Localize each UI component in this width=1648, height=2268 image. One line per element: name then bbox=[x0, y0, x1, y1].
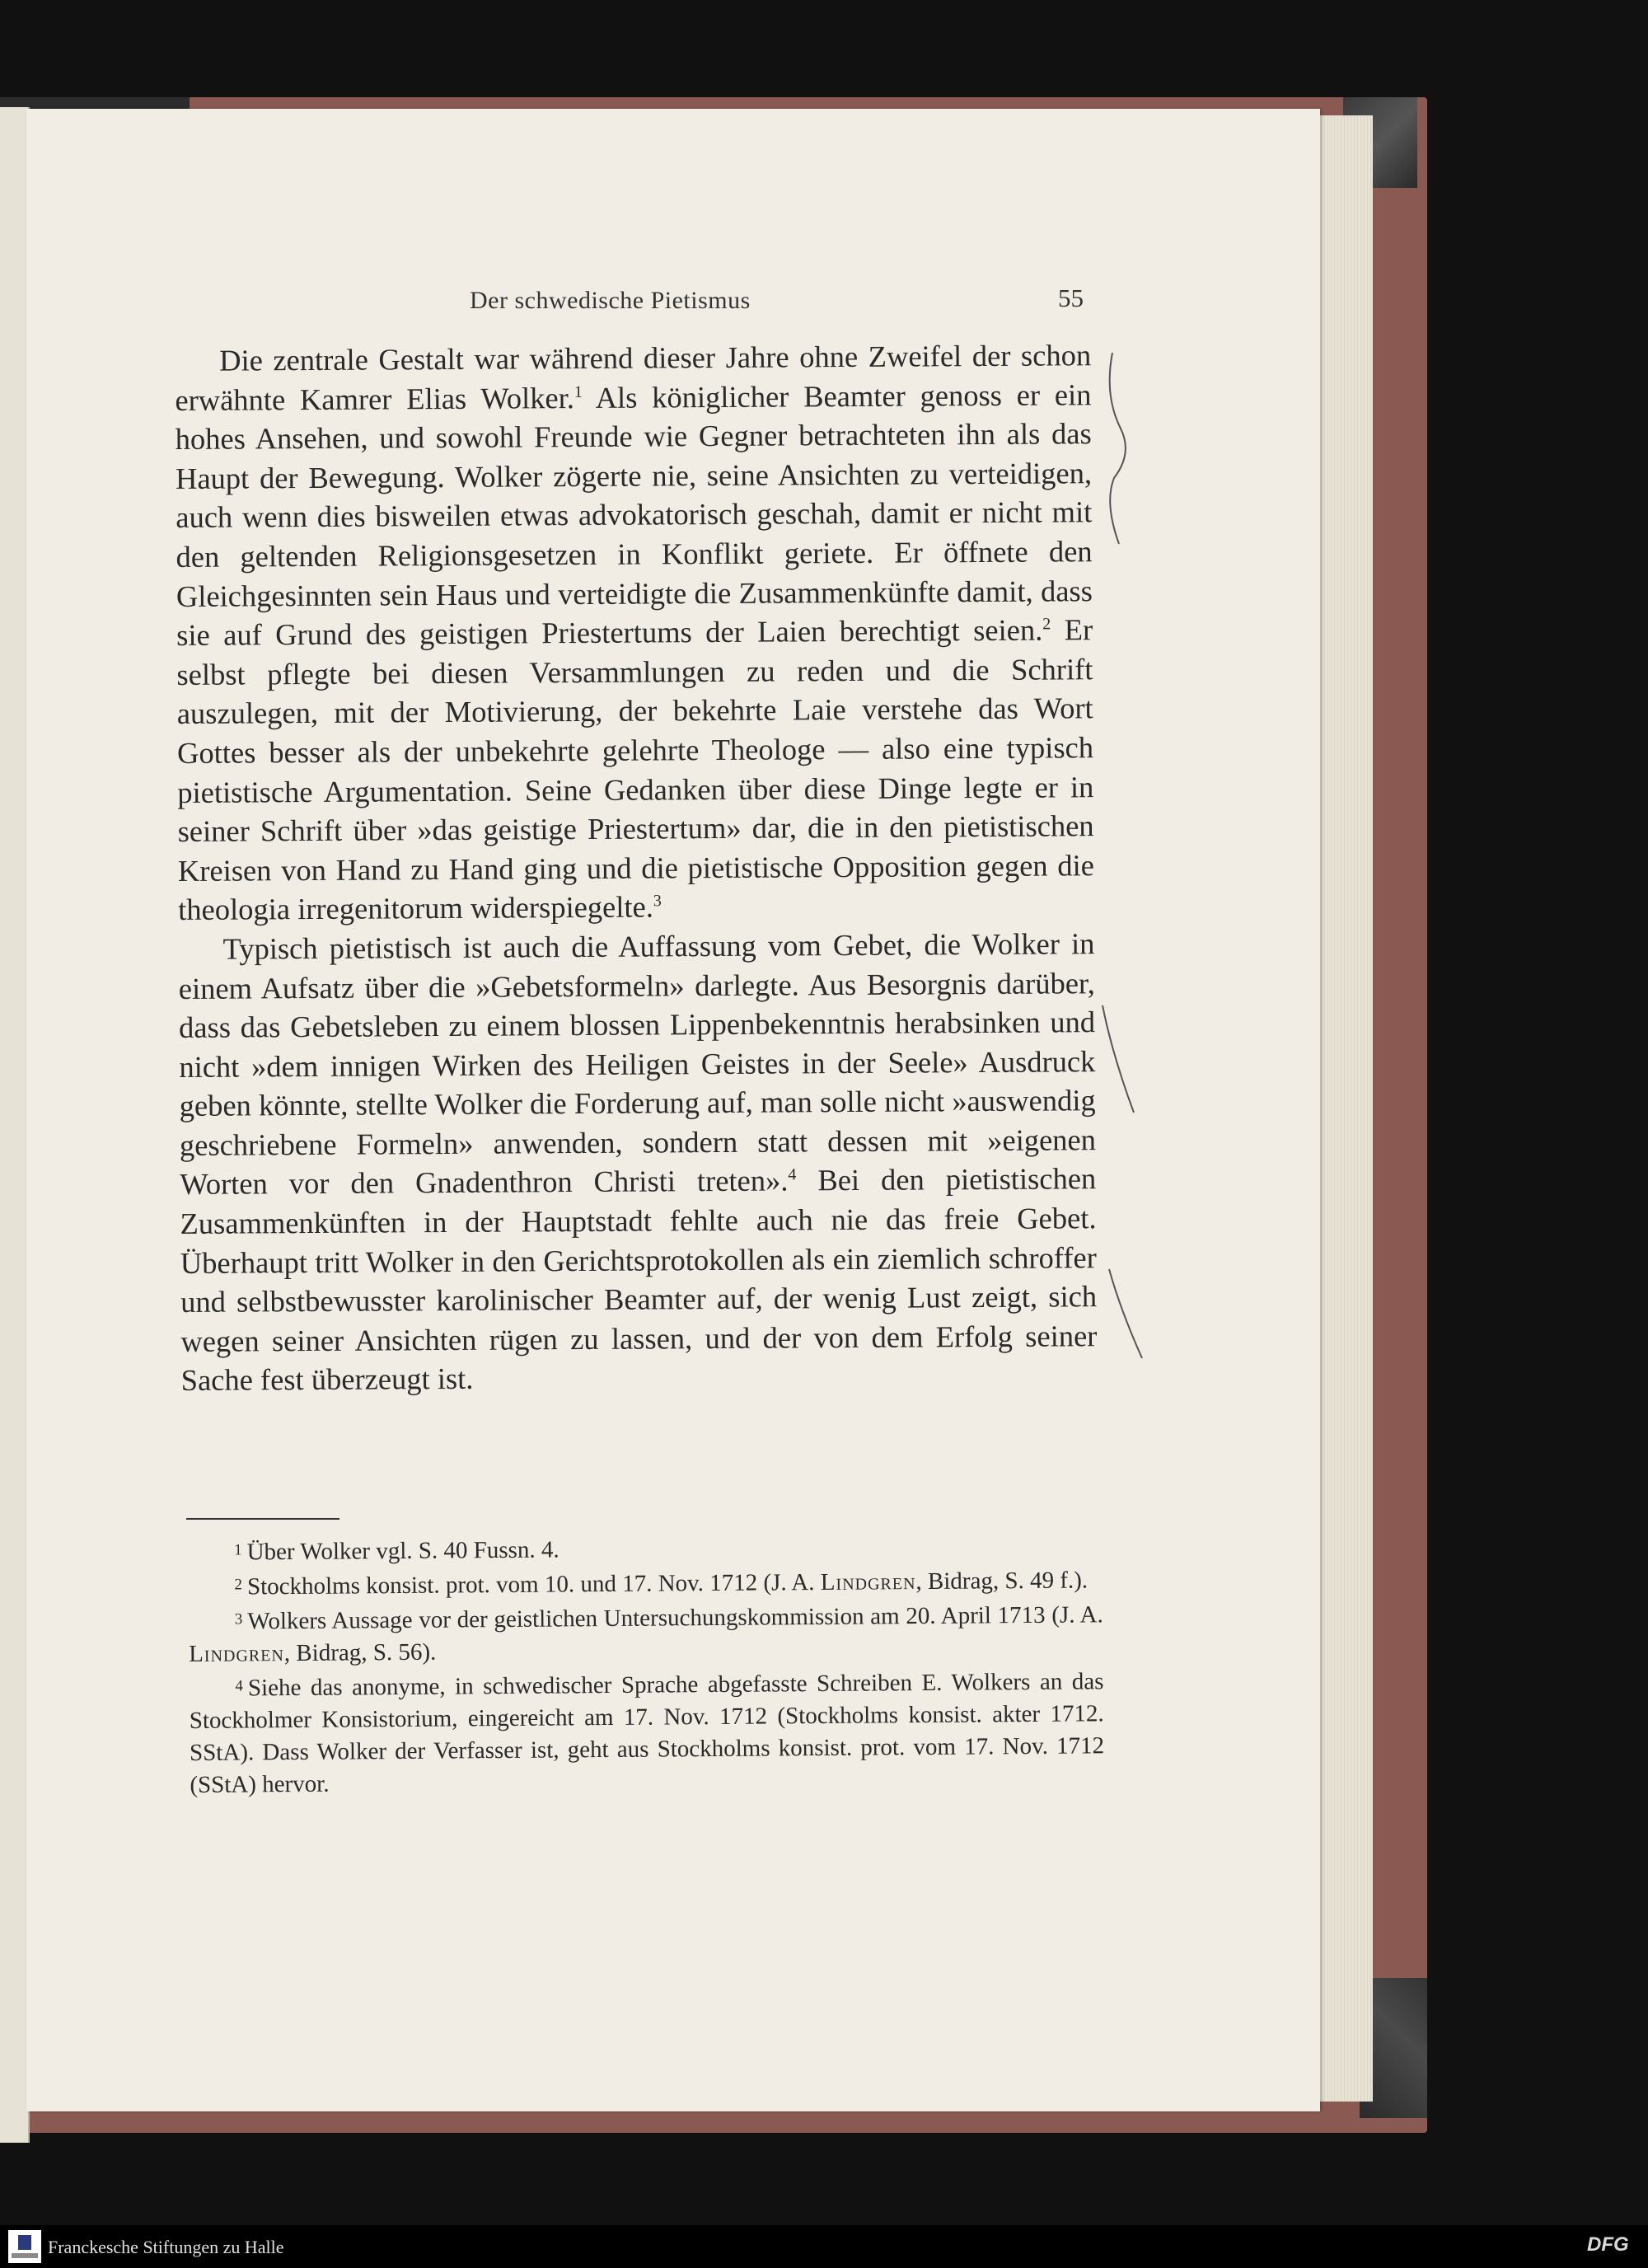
logo-glyph bbox=[18, 2235, 31, 2250]
paragraph-text: Die zentrale Gestalt war während dieser Jahre ohne Zweifel der schon erwähnte Kamrer Elias Wolker. bbox=[175, 338, 1092, 417]
dfg-logo-icon: DFG bbox=[1587, 2233, 1629, 2256]
footnote-rule bbox=[186, 1518, 339, 1520]
footnote-text: Über Wolker vgl. S. 40 Fussn. 4. bbox=[246, 1536, 559, 1566]
author-name: Lindgren bbox=[189, 1640, 284, 1667]
footnotes bbox=[188, 1527, 1105, 1802]
footnote-ref-3: 3 bbox=[653, 892, 662, 911]
footnote-number: 1 bbox=[234, 1541, 242, 1559]
footnote-4 bbox=[189, 1663, 1104, 1802]
paragraph-text: Als königlicher Beamter genoss er ein hohes Ansehen, und sowohl Freunde wie Gegner betrachteten ihn als das Haupt der Bewegung. Wolker zögerte nie, seine Ansichten zu verteidigen, auch wenn dies bisweilen etwas advokatorisch geschah, damit er nicht mit den geltenden Religionsgesetzen in Konflikt geriete. Er öffnete den Gleichgesinnten sein Haus und verteidigte die Zusammenkünfte damit, dass sie auf Grund des geistigen Priestertums der Laien berechtigt seien. bbox=[175, 377, 1093, 653]
paragraph-text: Bei den pietistischen Zusammenkünften in der Hauptstadt fehlte auch nie das freie Gebet. Überhaupt tritt Wolker in den Gerichtsprotokollen als ein ziemlich schroffer und selbstbewusster karolinischer Beamter auf, der wenig Lust zeigt, sich wegen seiner Ansichten rügen zu lassen, und der von dem Erfolg seiner Sache fest überzeugt ist. bbox=[180, 1161, 1098, 1398]
body-text bbox=[175, 335, 1098, 1400]
author-name: Lindgren bbox=[820, 1568, 916, 1596]
footnote-number: 4 bbox=[235, 1677, 244, 1695]
running-head: Der schwedische Pietismus bbox=[470, 287, 751, 314]
footnote-ref-2: 2 bbox=[1042, 615, 1051, 634]
footnote-text: Wolkers Aussage vor der geistlichen Untersuchungskommission am 20. April 1713 (J. A. bbox=[247, 1601, 1103, 1635]
page-number: 55 bbox=[1058, 284, 1084, 312]
paragraph-1 bbox=[175, 335, 1094, 930]
footnote-ref-4: 4 bbox=[788, 1165, 797, 1184]
margin-brace-mark bbox=[1110, 353, 1126, 544]
margin-line-mark bbox=[1103, 1005, 1134, 1113]
footer-institution: Franckesche Stiftungen zu Halle bbox=[48, 2237, 284, 2257]
footnote-ref-1: 1 bbox=[574, 382, 583, 401]
paragraph-2 bbox=[178, 924, 1097, 1400]
paragraph-text: Typisch pietistisch ist auch die Auffassung vom Gebet, die Wolker in einem Aufsatz über die »Gebetsformeln» darlegte. Aus Besorgnis darüber, dass das Gebetsleben zu einem blossen Lippenbekenntnis herabsinken und nicht »dem innigen Wirken des Heiligen Geistes in der Seele» Ausdruck geben könnte, stellte Wolker die Forderung auf, man solle nicht »auswendig geschriebene Formeln» anwenden, sondern statt dessen mit »eigenen Worten vor den Gnadenthron Christi treten». bbox=[178, 926, 1097, 1202]
paragraph-text: Er selbst pflegte bei diesen Versammlungen zu reden und die Schrift auszulegen, mit der Motivierung, der bekehrte Laie verstehe das Wort Gottes besser als der unbekehrte gelehrte Theologe — also eine typisch pietistische Argumentation. Seine Gedanken über diese Dinge legte er in seiner Schrift über »das geistige Priestertum» dar, die in den pietistischen Kreisen von Hand zu Hand ging und die pietistische Opposition gegen die theologia irregenitorum widerspiegelte. bbox=[176, 612, 1095, 927]
footnote-3 bbox=[189, 1596, 1104, 1671]
footnote-text: Siehe das anonyme, in schwedischer Sprache abgefasste Schreiben E. Wolkers an das Stockholmer Konsistorium, eingereicht am 17. Nov. 1712 (Stockholms konsist. akter 1712. SStA). Dass Wolker der Verfasser ist, geht aus Stockholms konsist. prot. vom 17. Nov. 1712 (SStA) hervor. bbox=[189, 1668, 1105, 1798]
footnote-text: Stockholms konsist. prot. vom 10. und 17. Nov. 1712 (J. A. bbox=[246, 1568, 821, 1600]
previous-page-edge bbox=[0, 107, 30, 2143]
footnote-number: 3 bbox=[234, 1610, 243, 1628]
footnote-text: , Bidrag, S. 49 f.). bbox=[915, 1567, 1089, 1596]
margin-line-mark bbox=[1109, 1269, 1142, 1358]
footnote-text: , Bidrag, S. 56). bbox=[283, 1638, 437, 1667]
institution-logo-icon bbox=[8, 2230, 41, 2263]
logo-caption bbox=[12, 2253, 38, 2258]
footnote-number: 2 bbox=[234, 1576, 243, 1594]
margin-pencil-marks bbox=[1096, 346, 1162, 1368]
